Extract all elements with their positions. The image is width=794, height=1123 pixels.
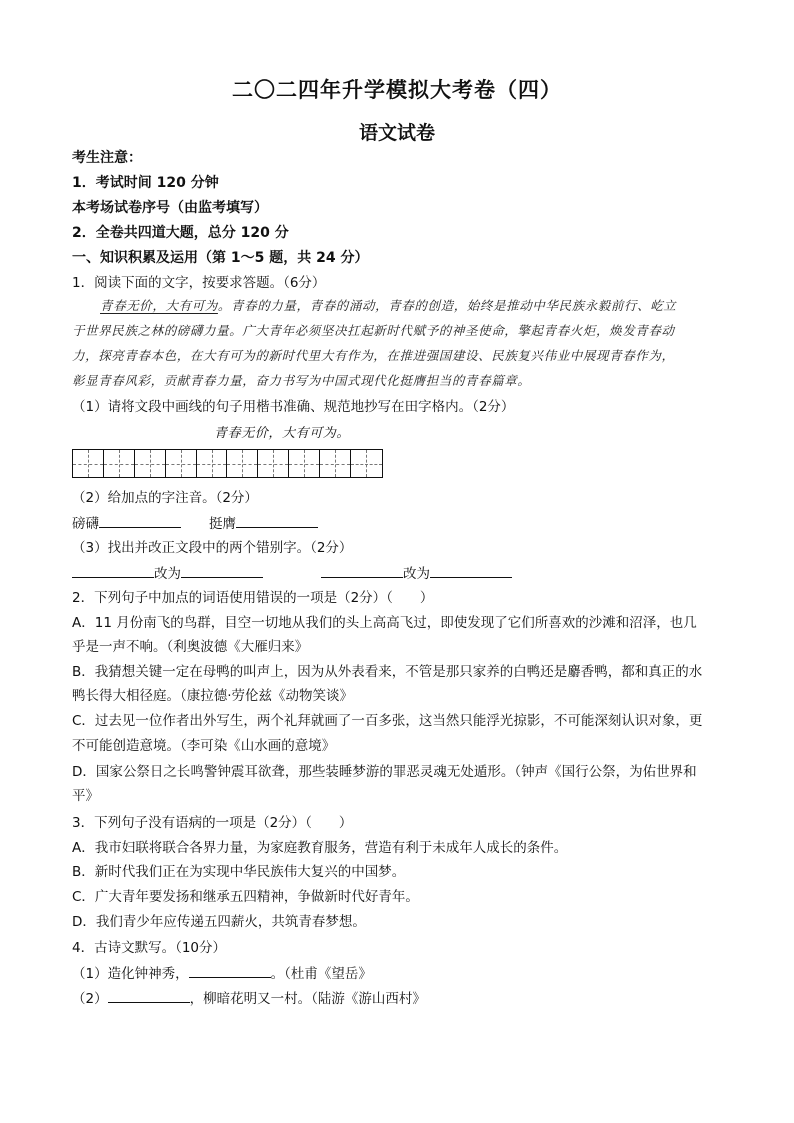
pinyin-blank-1[interactable] xyxy=(99,513,181,528)
grid-cell[interactable] xyxy=(258,450,289,477)
grid-cell[interactable] xyxy=(166,450,197,477)
change-to-label-1: 改为 xyxy=(154,566,181,582)
q4-blank-1[interactable] xyxy=(189,963,271,978)
grid-cell[interactable] xyxy=(104,450,135,477)
word-tingying: 挺膺 xyxy=(209,516,236,532)
q1-underlined-sentence: 青春无价，大有可为 xyxy=(100,298,218,313)
q4-s1-suffix: 。（杜甫《望岳》 xyxy=(270,966,372,982)
grid-cell[interactable] xyxy=(320,450,351,477)
q1-passage-line1: 。青春的力量，青春的涌动，青春的创造，始终是推动中华民族永毅前行、屹立 xyxy=(217,298,677,313)
grid-cell[interactable] xyxy=(351,450,382,477)
word-pangbo: 磅礴 xyxy=(72,516,99,532)
grid-cell[interactable] xyxy=(135,450,166,477)
q4-sentence-2 xyxy=(72,988,426,1009)
q4-s2-prefix: （2） xyxy=(72,991,108,1007)
q2-option-b-line1: B．我猜想关键一定在母鸭的叫声上，因为从外表看来，不管是那只家养的白鸭还是麝香鸭，都和真正的水 xyxy=(72,664,703,680)
q3-option-d: D．我们青少年应传递五四薪火，共筑青春梦想。 xyxy=(72,914,366,930)
grid-cell[interactable] xyxy=(227,450,258,477)
notice-heading: 考生注意： xyxy=(72,150,142,166)
wrong-char-blank-1[interactable] xyxy=(72,563,154,578)
q4-s2-suffix: ，柳暗花明又一村。（陆游《游山西村》 xyxy=(189,991,426,1007)
q1-passage-line4: 彰显青春风彩，贡献青春力量，奋力书写为中国式现代化挺膺担当的青春篇章。 xyxy=(72,373,531,388)
wrong-char-blank-2[interactable] xyxy=(321,563,403,578)
notice-item-total: 2．全卷共四道大题，总分 120 分 xyxy=(72,225,289,241)
q3-stem: 3．下列句子没有语病的一项是（2分）（ ） xyxy=(72,815,353,831)
q4-blank-2[interactable] xyxy=(108,988,190,1003)
pinyin-blank-2[interactable] xyxy=(236,513,318,528)
q3-option-c: C．广大青年要发扬和继承五四精神，争做新时代好青年。 xyxy=(72,889,419,905)
exam-subtitle: 语文试卷 xyxy=(358,122,435,144)
grid-cell[interactable] xyxy=(197,450,228,477)
q4-s1-prefix: （1）造化钟神秀， xyxy=(72,966,189,982)
q2-option-c-line2: 不可能创造意境。（李可染《山水画的意境》 xyxy=(72,738,336,754)
q1-passage-line2: 于世界民族之林的磅礴力量。广大青年必须坚决扛起新时代赋予的神圣使命，擎起青春火炬，焕发青春动 xyxy=(72,323,675,338)
grid-cell[interactable] xyxy=(73,450,104,477)
q2-option-d-line2: 平》 xyxy=(72,788,99,804)
notice-item-time: 1．考试时间 120 分钟 xyxy=(72,175,219,191)
q3-option-a: A．我市妇联将联合各界力量，为家庭教育服务，营造有利于未成年人成长的条件。 xyxy=(72,840,568,856)
correct-char-blank-2[interactable] xyxy=(430,563,512,578)
change-to-label-2: 改为 xyxy=(403,566,430,582)
q4-sentence-1 xyxy=(72,963,372,984)
q2-option-c-line1: C．过去见一位作者出外写生，两个礼拜就画了一百多张，这当然只能浮光掠影，不可能深刻认识对象，更 xyxy=(72,713,703,729)
q1-stem: 1．阅读下面的文字，按要求答题。（6分） xyxy=(72,275,326,291)
q1-sample-sentence: 青春无价，大有可为。 xyxy=(214,426,351,441)
q2-stem: 2．下列句子中加点的词语使用错误的一项是（2分）（ ） xyxy=(72,590,434,606)
correct-char-blank-1[interactable] xyxy=(181,563,263,578)
q2-option-a-line2: 乎是一声不响。（利奥波德《大雁归来》 xyxy=(72,639,309,655)
q2-option-b-line2: 鸭长得大相径庭。（康拉德·劳伦兹《动物笑谈》 xyxy=(72,688,354,704)
q4-stem: 4．古诗文默写。（10分） xyxy=(72,940,227,956)
q1-sub1: （1）请将文段中画线的句子用楷书准确、规范地抄写在田字格内。（2分） xyxy=(72,399,515,415)
q2-option-a-line1: A．11 月份南飞的鸟群，目空一切地从我们的头上高高飞过，即使发现了它们所喜欢的沙滩和沼泽，也几 xyxy=(72,615,697,631)
q1-pinyin-row xyxy=(72,513,318,534)
q3-option-b: B．新时代我们正在为实现中华民族伟大复兴的中国梦。 xyxy=(72,864,406,880)
q1-sub2: （2）给加点的字注音。（2分） xyxy=(72,490,258,506)
q1-correction-row xyxy=(72,563,512,584)
tianzige-grid[interactable] xyxy=(72,449,383,478)
q2-option-d-line1: D．国家公祭日之长鸣警钟震耳欲聋，那些装睡梦游的罪恶灵魂无处遁形。（钟声《国行公祭，为佑世界和 xyxy=(72,764,697,780)
notice-item-seat: 本考场试卷序号（由监考填写） xyxy=(72,200,268,216)
q1-passage-line3: 力，探亮青春本色，在大有可为的新时代里大有作为，在推进强国建设、民族复兴伟业中展现青春作为， xyxy=(72,348,675,363)
grid-cell[interactable] xyxy=(289,450,320,477)
q1-passage xyxy=(72,293,722,393)
exam-title: 二〇二四年升学模拟大考卷（四） xyxy=(232,78,562,102)
q1-sub3: （3）找出并改正文段中的两个错别字。（2分） xyxy=(72,540,353,556)
section1-heading: 一、知识积累及运用（第 1～5 题，共 24 分） xyxy=(72,250,369,266)
